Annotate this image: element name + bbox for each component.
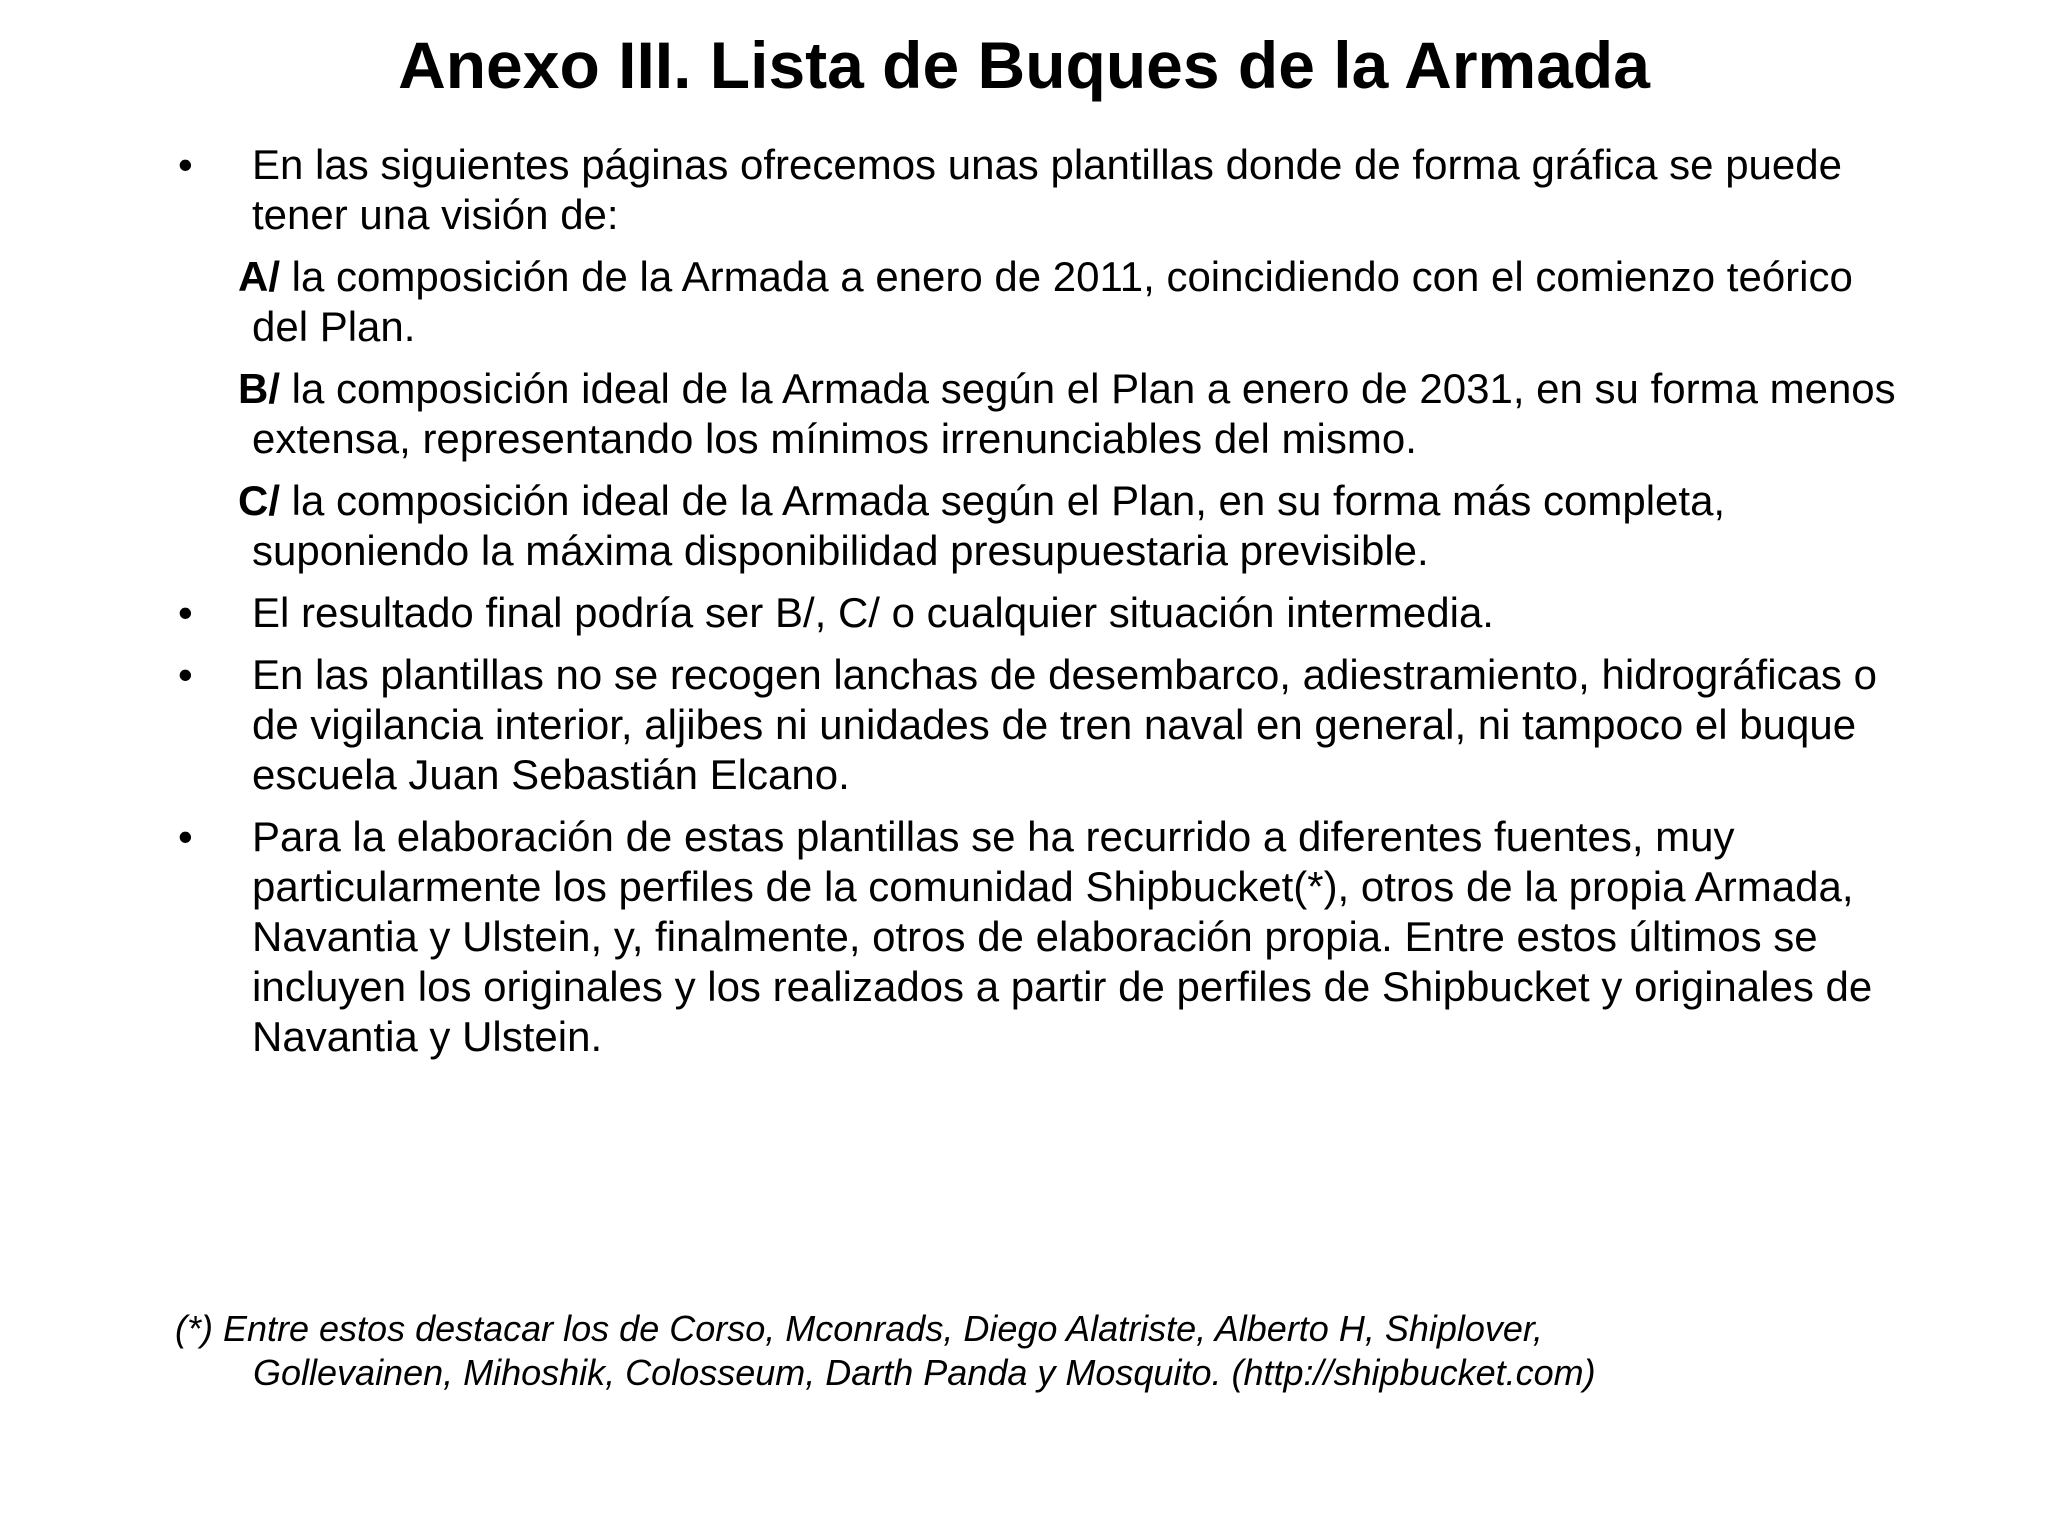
bullet-text: En las siguientes páginas ofrecemos unas plantillas donde de forma gráfica se puede tener una visión de: xyxy=(252,141,1842,238)
sub-item xyxy=(0,252,1912,352)
bullet-item xyxy=(0,812,1912,1062)
bullet-icon: • xyxy=(178,589,193,636)
page-title: Anexo III. Lista de Buques de la Armada xyxy=(398,28,1650,102)
sub-item-text: la composición de la Armada a enero de 2011, coincidiendo con el comienzo teórico del Plan. xyxy=(252,253,1853,350)
bullet-icon: • xyxy=(178,141,193,188)
bullet-text: El resultado final podría ser B/, C/ o cualquier situación intermedia. xyxy=(252,589,1494,636)
footnote-line-2: Gollevainen, Mihoshik, Colosseum, Darth Panda y Mosquito. (http://shipbucket.com) xyxy=(253,1352,1596,1393)
bullet-icon: • xyxy=(178,813,193,860)
sub-item-marker: B/ xyxy=(238,365,280,412)
bullet-item xyxy=(0,650,1912,800)
sub-item-marker: A/ xyxy=(238,253,280,300)
footnote xyxy=(175,1307,1935,1395)
bullet-text: En las plantillas no se recogen lanchas de desembarco, adiestramiento, hidrográficas o de vigilancia interior, aljibes ni unidades de tren naval en general, ni tampoco el buque escuela Juan Sebastián Elcano. xyxy=(252,651,1877,798)
sub-item-marker: C/ xyxy=(238,477,280,524)
sub-item-text: la composición ideal de la Armada según el Plan a enero de 2031, en su forma menos extensa, representando los mínimos irrenunciables del mismo. xyxy=(252,365,1896,462)
bullet-icon: • xyxy=(178,651,193,698)
content-list xyxy=(0,140,2048,1062)
footnote-line-1: (*) Entre estos destacar los de Corso, Mconrads, Diego Alatriste, Alberto H, Shiplover, xyxy=(175,1308,1543,1349)
sub-item-text: la composición ideal de la Armada según el Plan, en su forma más completa, suponiendo la máxima disponibilidad presupuestaria previsible. xyxy=(252,477,1726,574)
bullet-text: Para la elaboración de estas plantillas se ha recurrido a diferentes fuentes, muy particularmente los perfiles de la comunidad Shipbucket(*), otros de la propia Armada, Navantia y Ulstein, y, finalmente, otros de elaboración propia. Entre estos últimos se incluyen los originales y los realizados a partir de perfiles de Shipbucket y originales de Navantia y Ulstein. xyxy=(252,813,1873,1060)
sub-item xyxy=(0,364,1912,464)
bullet-item xyxy=(0,140,1912,240)
sub-item xyxy=(0,476,1912,576)
bullet-item xyxy=(0,588,1912,638)
